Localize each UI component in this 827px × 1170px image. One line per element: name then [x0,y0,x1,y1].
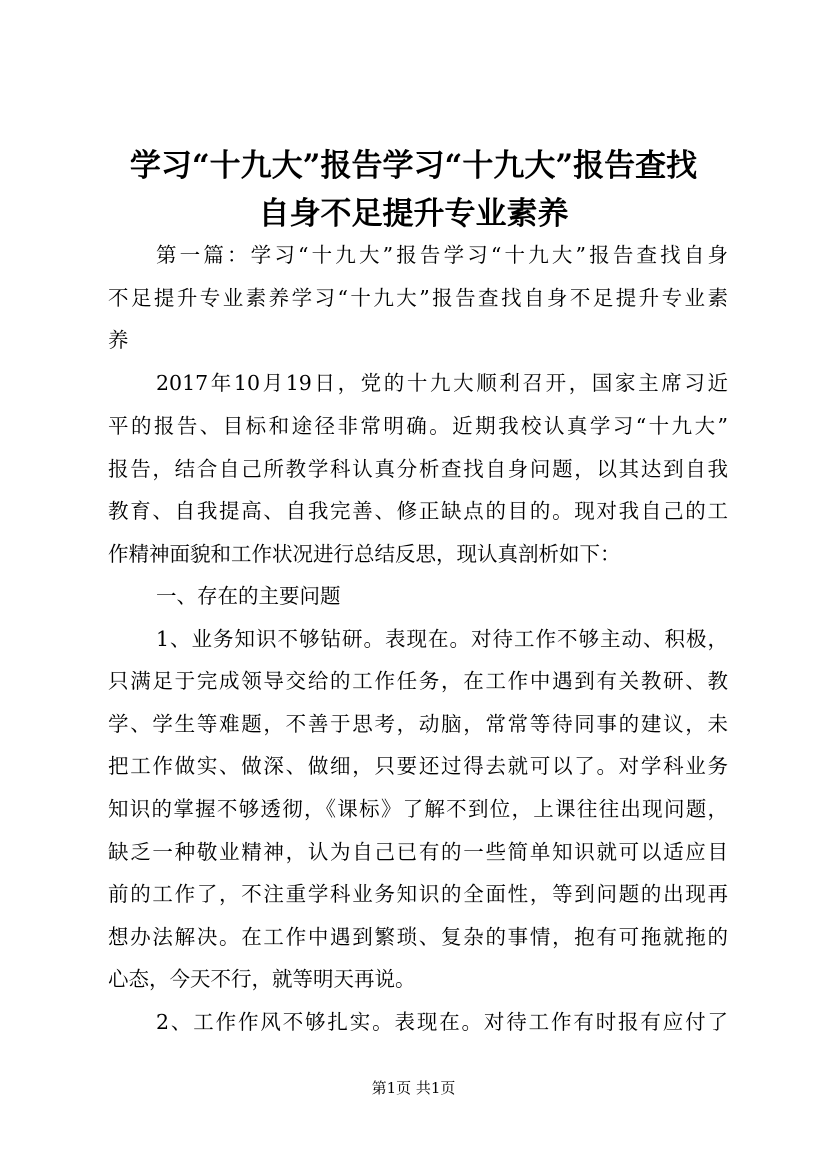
document-title-line-1: 学习“十九大”报告学习“十九大”报告查找 [129,148,698,184]
body-text-line: 第一篇：学习“十九大”报告学习“十九大”报告查找自身 [156,243,728,267]
body-text-line: 前的工作了，不注重学科业务知识的全面性，等到问题的出现再 [108,882,728,906]
body-text-line: 教育、自我提高、自我完善、修正缺点的目的。现对我自己的工 [108,499,728,523]
body-text-line: 缺乏一种敬业精神，认为自己已有的一些简单知识就可以适应目 [108,840,728,864]
body-text-line: 1、业务知识不够钻研。表现在。对待工作不够主动、积极， [156,627,728,651]
body-text-line: 不足提升专业素养学习“十九大”报告查找自身不足提升专业素 [108,286,728,310]
body-text-line: 平的报告、目标和途径非常明确。近期我校认真学习“十九大” [108,414,728,438]
body-text-line: 2、工作作风不够扎实。表现在。对待工作有时报有应付了 [156,1010,728,1034]
document-title-line-2: 自身不足提升专业素养 [258,196,569,232]
body-text-line: 2017年10月19日，党的十九大顺利召开，国家主席习近 [156,371,728,395]
body-text-line: 想办法解决。在工作中遇到繁琐、复杂的事情，抱有可拖就拖的 [108,925,728,949]
body-text-line: 知识的掌握不够透彻，《课标》了解不到位，上课往往出现问题， [108,797,728,821]
body-text-line: 报告，结合自己所教学科认真分析查找自身问题，以其达到自我 [108,457,728,481]
body-text-line: 只满足于完成领导交给的工作任务，在工作中遇到有关教研、教 [108,669,728,693]
body-text-line: 把工作做实、做深、做细，只要还过得去就可以了。对学科业务 [108,754,728,778]
body-text-line: 学、学生等难题，不善于思考，动脑，常常等待同事的建议，未 [108,712,728,736]
page-number-footer: 第1页 共1页 [371,1079,456,1097]
body-text-line: 养 [108,328,129,352]
body-text-line: 作精神面貌和工作状况进行总结反思，现认真剖析如下： [108,542,621,566]
body-text-line: 心态，今天不行，就等明天再说。 [108,967,416,991]
section-heading: 一、存在的主要问题 [156,584,341,608]
